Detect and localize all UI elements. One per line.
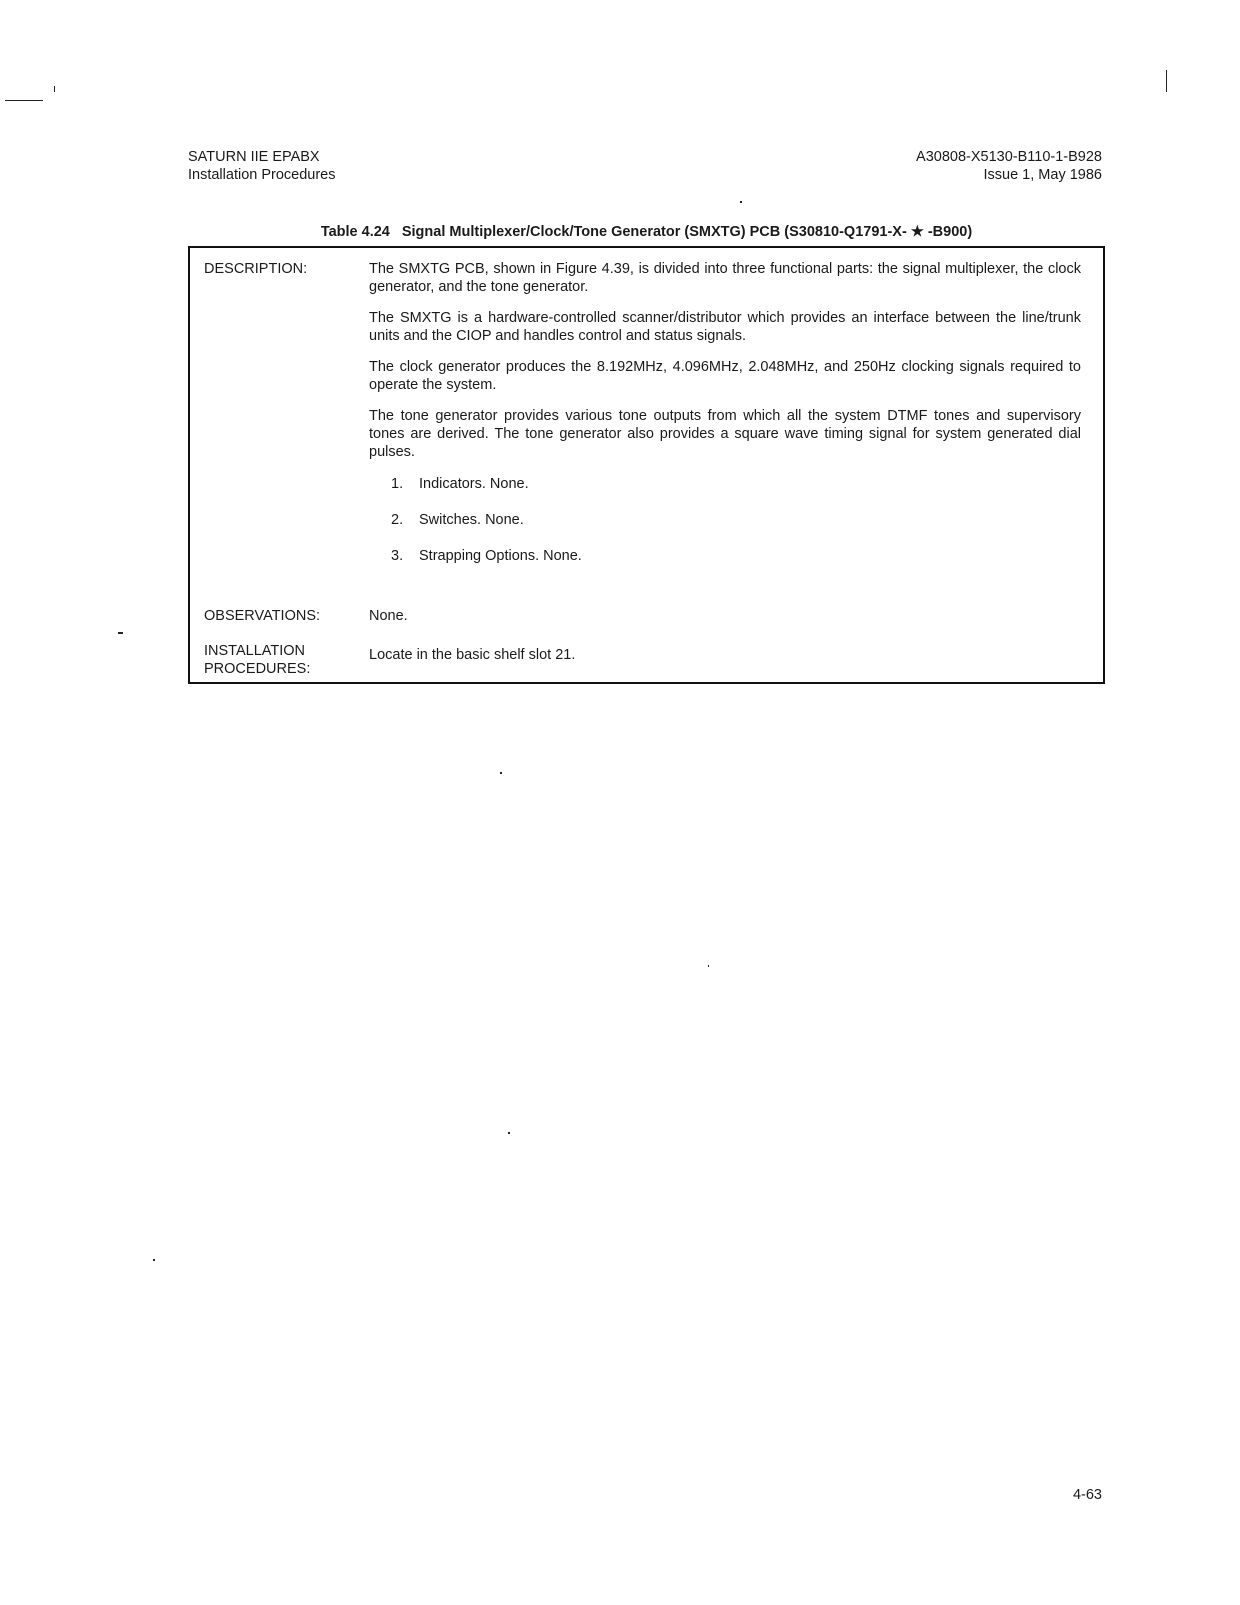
page-number: 4-63 (1072, 1487, 1102, 1503)
table-title: Signal Multiplexer/Clock/Tone Generator (SMXTG) PCB (S30810-Q1791-X- ★ -B900) (401, 224, 973, 240)
installation-row (189, 628, 1104, 683)
document-header-left (188, 148, 336, 184)
description-label: DESCRIPTION: (204, 261, 308, 277)
description-paragraph: The SMXTG is a hardware-controlled scanner/distributor which provides an interface between the line/trunk units and the CIOP and handles control and status signals. (369, 310, 1081, 344)
document-number: A30808-X5130-B110-1-B928 (916, 149, 1102, 165)
description-paragraph: The SMXTG PCB, shown in Figure 4.39, is divided into three functional parts: the signal multiplexer, the clock generator, and the tone generator. (369, 261, 1081, 295)
scan-mark (508, 1132, 510, 1134)
document-header-right (916, 148, 1102, 184)
description-paragraph: The tone generator provides various tone outputs from which all the system DTMF tones and supervisory tones are derived. The tone generator also provides a square wave timing signal for system generated dial pulses. (369, 408, 1081, 460)
scan-mark (118, 632, 123, 634)
list-item (391, 511, 1081, 529)
scan-mark (1166, 70, 1167, 92)
list-item (391, 547, 1081, 565)
scan-mark (54, 86, 55, 92)
scan-mark (708, 965, 709, 967)
pcb-info-table (188, 246, 1105, 684)
installation-text: Locate in the basic shelf slot 21. (369, 646, 576, 663)
issue-date: Issue 1, May 1986 (983, 167, 1102, 183)
list-item-text: Switches. None. (419, 512, 524, 528)
installation-label-line: INSTALLATION (204, 642, 305, 659)
scan-mark (153, 1259, 155, 1261)
list-item (391, 475, 1081, 493)
list-item-index: 3. (391, 548, 404, 564)
table-number: Table 4.24 (320, 224, 390, 240)
scan-mark (500, 772, 502, 774)
description-paragraph: The clock generator produces the 8.192MHz, 4.096MHz, 2.048MHz, and 250Hz clocking signals required to operate the system. (369, 359, 1081, 393)
list-item-text: Strapping Options. None. (419, 548, 582, 564)
observations-row (189, 591, 1104, 628)
list-item-index: 2. (391, 512, 404, 528)
description-row (189, 247, 1104, 591)
list-item-text: Indicators. None. (419, 476, 529, 492)
document-section: Installation Procedures (188, 167, 336, 183)
scan-mark (5, 100, 43, 101)
table-caption (188, 224, 1105, 240)
installation-label (189, 628, 369, 683)
observations-text: None. (369, 608, 408, 625)
installation-label-line: PROCEDURES: (204, 660, 311, 677)
product-name: SATURN IIE EPABX (188, 149, 320, 165)
scan-mark (740, 201, 742, 203)
list-item-index: 1. (391, 476, 404, 492)
observations-label: OBSERVATIONS: (204, 608, 321, 625)
description-body (369, 247, 1104, 591)
